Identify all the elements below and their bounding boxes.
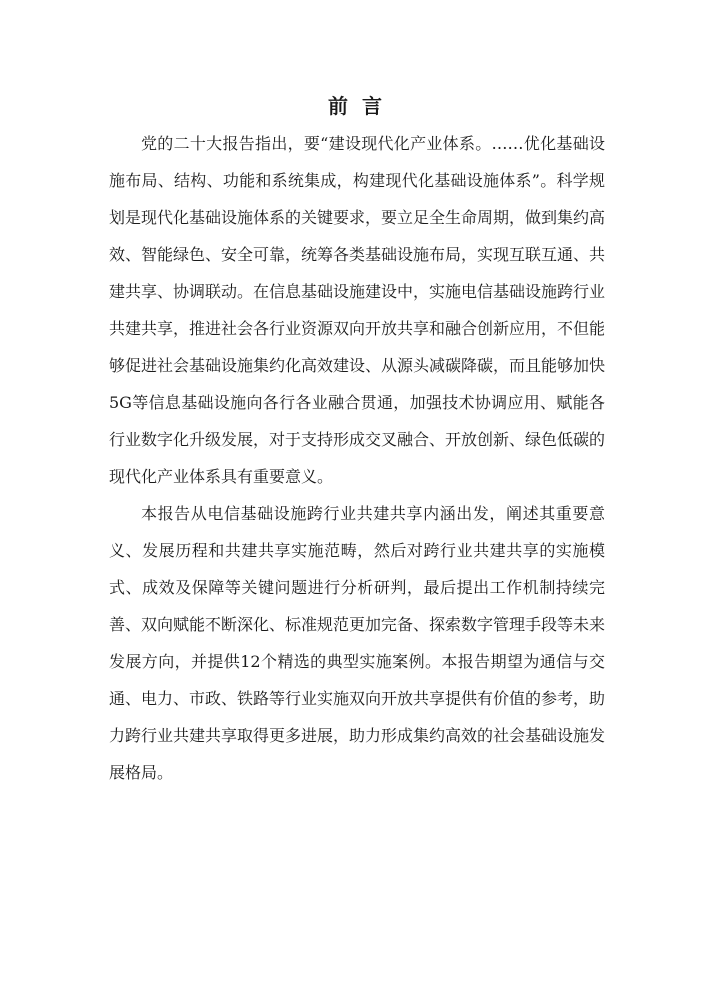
page-title: 前言: [328, 94, 396, 118]
paragraph-2: 本报告从电信基础设施跨行业共建共享内涵出发，阐述其重要意义、发展历程和共建共享实施范畴，然后对跨行业共建共享的实施模式、成效及保障等关键问题进行分析研判，最后提出工作机制持续完善、双向赋能不断深化、标准规范更加完备、探索数字管理手段等未来发展方向，并提供12个精选的典型实施案例。本报告期望为通信与交通、电力、市政、铁路等行业实施双向开放共享提供有价值的参考，助力跨行业共建共享取得更多进展，助力形成集约高效的社会基础设施发展格局。: [109, 504, 606, 782]
document-body: [109, 125, 605, 791]
paragraph-1: 党的二十大报告指出，要“建设现代化产业体系。……优化基础设施布局、结构、功能和系统集成，构建现代化基础设施体系”。科学规划是现代化基础设施体系的关键要求，要立足全生命周期，做到集约高效、智能绿色、安全可靠，统筹各类基础设施布局，实现互联互通、共建共享、协调联动。在信息基础设施建设中，实施电信基础设施跨行业共建共享，推进社会各行业资源双向开放共享和融合创新应用，不但能够促进社会基础设施集约化高效建设、从源头减碳降碳，而且能够加快5G等信息基础设施向各行各业融合贯通，加强技术协调应用、赋能各行业数字化升级发展，对于支持形成交叉融合、开放创新、绿色低碳的现代化产业体系具有重要意义。: [109, 134, 606, 486]
